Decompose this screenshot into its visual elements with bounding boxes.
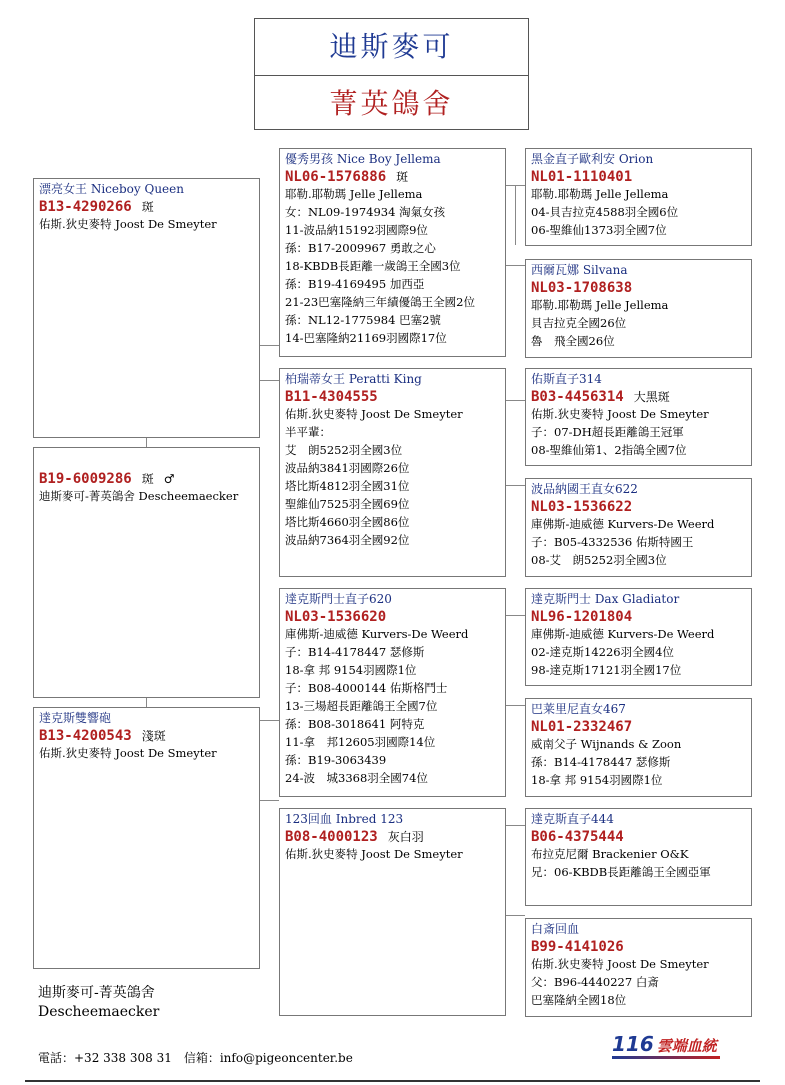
dsd-owner: 威南父子 Wijnands & Zoon xyxy=(531,737,682,751)
sd-line: 聖維仙7525羽全國69位 xyxy=(285,497,410,511)
ddd-ring: B99-4141026 xyxy=(531,939,624,955)
ddd-name: 白斎回血 xyxy=(531,922,580,936)
dsd-line: 18-拿 邦 9154羽國際1位 xyxy=(531,773,663,787)
bottom-rule xyxy=(25,1080,760,1082)
sds-color: 大黑斑 xyxy=(633,390,670,404)
sire-card xyxy=(33,178,260,438)
dd-color: 灰白羽 xyxy=(387,830,424,844)
sds-line: 08-聖維仙第1、2指鴿全國7位 xyxy=(531,443,687,457)
ssd-line: 魯 飛全國26位 xyxy=(531,334,615,348)
ssd-owner: 耶勒.耶勒瑪 Jelle Jellema xyxy=(531,298,669,312)
sd-name: 柏瑞蒂女王 Peratti King xyxy=(285,372,422,386)
connector xyxy=(259,720,279,721)
ss-ring: NL06-1576886 斑 xyxy=(285,169,409,185)
sdd-line: 子：B05-4332536 佑斯特國王 xyxy=(531,535,694,549)
ddd-owner: 佑斯.狄史麥特 Joost De Smeyter xyxy=(531,957,709,971)
dsd-name: 巴莱里尼直女467 xyxy=(531,702,626,716)
dds-ring: B06-4375444 xyxy=(531,829,624,845)
connector xyxy=(259,800,279,801)
sd-owner: 佑斯.狄史麥特 Joost De Smeyter xyxy=(285,407,463,421)
ddd-card xyxy=(525,918,752,1017)
dsd-card xyxy=(525,698,752,797)
sd-line: 塔比斯4660羽全國86位 xyxy=(285,515,410,529)
sds-line: 子：07-DH超長距離鴿王冠軍 xyxy=(531,425,684,439)
ds-name: 達克斯門士直子620 xyxy=(285,592,392,606)
brand-logo xyxy=(612,1032,717,1056)
connector xyxy=(146,697,147,707)
connector xyxy=(505,485,525,486)
logo-number: 116 xyxy=(612,1032,654,1056)
ss-line: 14-巴塞隆納21169羽國際17位 xyxy=(285,331,447,345)
ss-line: 孫：NL12-1775984 巴塞2號 xyxy=(285,313,441,327)
sss-line: 06-聖維仙1373羽全國7位 xyxy=(531,223,667,237)
sds-ring: B03-4456314 大黑斑 xyxy=(531,389,670,405)
dss-ring: NL96-1201804 xyxy=(531,609,633,625)
sss-ring: NL01-1110401 xyxy=(531,169,633,185)
ss-line: 孫：B17-2009967 勇敢之心 xyxy=(285,241,436,255)
ds-line: 孫：B08-3018641 阿特克 xyxy=(285,717,425,731)
dsd-line: 孫：B14-4178447 瑟修斯 xyxy=(531,755,671,769)
sd-line: 波品納3841羽國際26位 xyxy=(285,461,410,475)
dss-name: 達克斯門士 Dax Gladiator xyxy=(531,592,680,606)
connector xyxy=(505,825,525,826)
ds-owner: 庫佛斯-迪威德 Kurvers-De Weerd xyxy=(285,627,469,641)
connector xyxy=(146,437,147,447)
ss-line: 女：NL09-1974934 淘氣女孩 xyxy=(285,205,446,219)
ds-line: 13-三場超長距離鴿王全國7位 xyxy=(285,699,438,713)
sire-name: 漂亮女王 Niceboy Queen xyxy=(39,182,184,196)
connector xyxy=(515,185,516,245)
ssd-card xyxy=(525,259,752,358)
connector xyxy=(505,400,525,401)
dss-line: 02-達克斯14226羽全國4位 xyxy=(531,645,674,659)
ds-line: 18-拿 邦 9154羽國際1位 xyxy=(285,663,417,677)
connector xyxy=(505,615,525,616)
ss-line: 18-KBDB長距離一歲鴿王全國3位 xyxy=(285,259,461,273)
subject-sex: ♂ xyxy=(163,472,175,486)
sd-ring: B11-4304555 xyxy=(285,389,378,405)
sdd-owner: 庫佛斯-迪威德 Kurvers-De Weerd xyxy=(531,517,715,531)
logo-underline xyxy=(612,1056,720,1059)
dd-ring: B08-4000123 灰白羽 xyxy=(285,829,424,845)
sdd-name: 波品納國王直女622 xyxy=(531,482,638,496)
dam-ring: B13-4200543 淺斑 xyxy=(39,728,166,744)
dss-line: 98-達克斯17121羽全國17位 xyxy=(531,663,682,677)
ssd-name: 西爾瓦娜 Silvana xyxy=(531,263,628,277)
footer-loft-latin: Descheemaecker xyxy=(38,1004,160,1020)
ssd-line: 貝吉拉克全國26位 xyxy=(531,316,627,330)
ssd-ring: NL03-1708638 xyxy=(531,280,633,296)
ss-card xyxy=(279,148,506,357)
footer-contact: 電話：+32 338 308 31 信箱：info@pigeoncenter.be xyxy=(38,1051,353,1065)
dds-line: 兄：06-KBDB長距離鴿王全國亞軍 xyxy=(531,865,711,879)
title-line1: 迪斯麥可 xyxy=(255,19,528,76)
subject-ring: B19-6009286 斑 ♂ xyxy=(39,471,175,487)
dam-color: 淺斑 xyxy=(141,729,166,743)
sss-card xyxy=(525,148,752,246)
sd-line: 塔比斯4812羽全國31位 xyxy=(285,479,410,493)
dss-owner: 庫佛斯-迪威德 Kurvers-De Weerd xyxy=(531,627,715,641)
ss-owner: 耶勒.耶勒瑪 Jelle Jellema xyxy=(285,187,423,201)
sire-color: 斑 xyxy=(141,200,154,214)
ds-line: 子：B14-4178447 瑟修斯 xyxy=(285,645,425,659)
dds-name: 達克斯直子444 xyxy=(531,812,614,826)
ds-ring: NL03-1536620 xyxy=(285,609,387,625)
sd-card xyxy=(279,368,506,577)
sdd-ring: NL03-1536622 xyxy=(531,499,633,515)
footer-loft-name: 迪斯麥可-菁英鴿舍 xyxy=(38,985,155,1001)
sd-line: 半平輩： xyxy=(285,425,331,439)
ss-line: 孫：B19-4169495 加西亞 xyxy=(285,277,425,291)
dam-name: 達克斯雙響砲 xyxy=(39,711,112,725)
sdd-line: 08-艾 朗5252羽全國3位 xyxy=(531,553,667,567)
sire-owner: 佑斯.狄史麥特 Joost De Smeyter xyxy=(39,217,217,231)
ddd-line: 父：B96-4440227 白斎 xyxy=(531,975,659,989)
dd-owner: 佑斯.狄史麥特 Joost De Smeyter xyxy=(285,847,463,861)
connector xyxy=(505,185,525,186)
dam-card xyxy=(33,707,260,969)
connector xyxy=(505,915,525,916)
sss-owner: 耶勒.耶勒瑪 Jelle Jellema xyxy=(531,187,669,201)
ss-name: 優秀男孩 Nice Boy Jellema xyxy=(285,152,441,166)
ss-line: 11-波品納15192羽國際9位 xyxy=(285,223,428,237)
connector xyxy=(259,380,279,381)
logo-text: 雲端血統 xyxy=(656,1037,717,1055)
title-box xyxy=(254,18,529,130)
ds-line: 子：B08-4000144 佑斯格鬥士 xyxy=(285,681,448,695)
sdd-card xyxy=(525,478,752,577)
title-line2: 菁英鴿舍 xyxy=(329,87,454,120)
sds-card xyxy=(525,368,752,466)
sd-line: 艾 朗5252羽全國3位 xyxy=(285,443,403,457)
connector xyxy=(505,705,525,706)
ds-line: 11-拿 邦12605羽國際14位 xyxy=(285,735,436,749)
sds-owner: 佑斯.狄史麥特 Joost De Smeyter xyxy=(531,407,709,421)
subject-card xyxy=(33,447,260,698)
subject-color: 斑 xyxy=(141,472,154,486)
ss-line: 21-23巴塞隆納三年績優鴿王全國2位 xyxy=(285,295,475,309)
dds-owner: 布拉克尼爾 Brackenier O&K xyxy=(531,847,689,861)
dss-card xyxy=(525,588,752,686)
sss-line: 04-貝吉拉克4588羽全國6位 xyxy=(531,205,679,219)
dsd-ring: NL01-2332467 xyxy=(531,719,633,735)
sds-name: 佑斯直子314 xyxy=(531,372,602,386)
ddd-line: 巴塞隆納全國18位 xyxy=(531,993,627,1007)
connector xyxy=(505,265,525,266)
connector xyxy=(259,345,279,346)
ss-color: 斑 xyxy=(396,170,409,184)
ds-line: 孫：B19-3063439 xyxy=(285,753,387,767)
dam-owner: 佑斯.狄史麥特 Joost De Smeyter xyxy=(39,746,217,760)
ds-line: 24-波 城3368羽全國74位 xyxy=(285,771,428,785)
sd-line: 波品納7364羽全國92位 xyxy=(285,533,410,547)
ds-card xyxy=(279,588,506,797)
dd-card xyxy=(279,808,506,1016)
dds-card xyxy=(525,808,752,906)
sss-name: 黑金直子歐利安 Orion xyxy=(531,152,654,166)
footer-loft xyxy=(38,984,159,1022)
dd-name: 123回血 Inbred 123 xyxy=(285,812,404,826)
sire-ring: B13-4290266 斑 xyxy=(39,199,154,215)
subject-owner: 迪斯麥可-菁英鴿舍 Descheemaecker xyxy=(39,489,239,503)
